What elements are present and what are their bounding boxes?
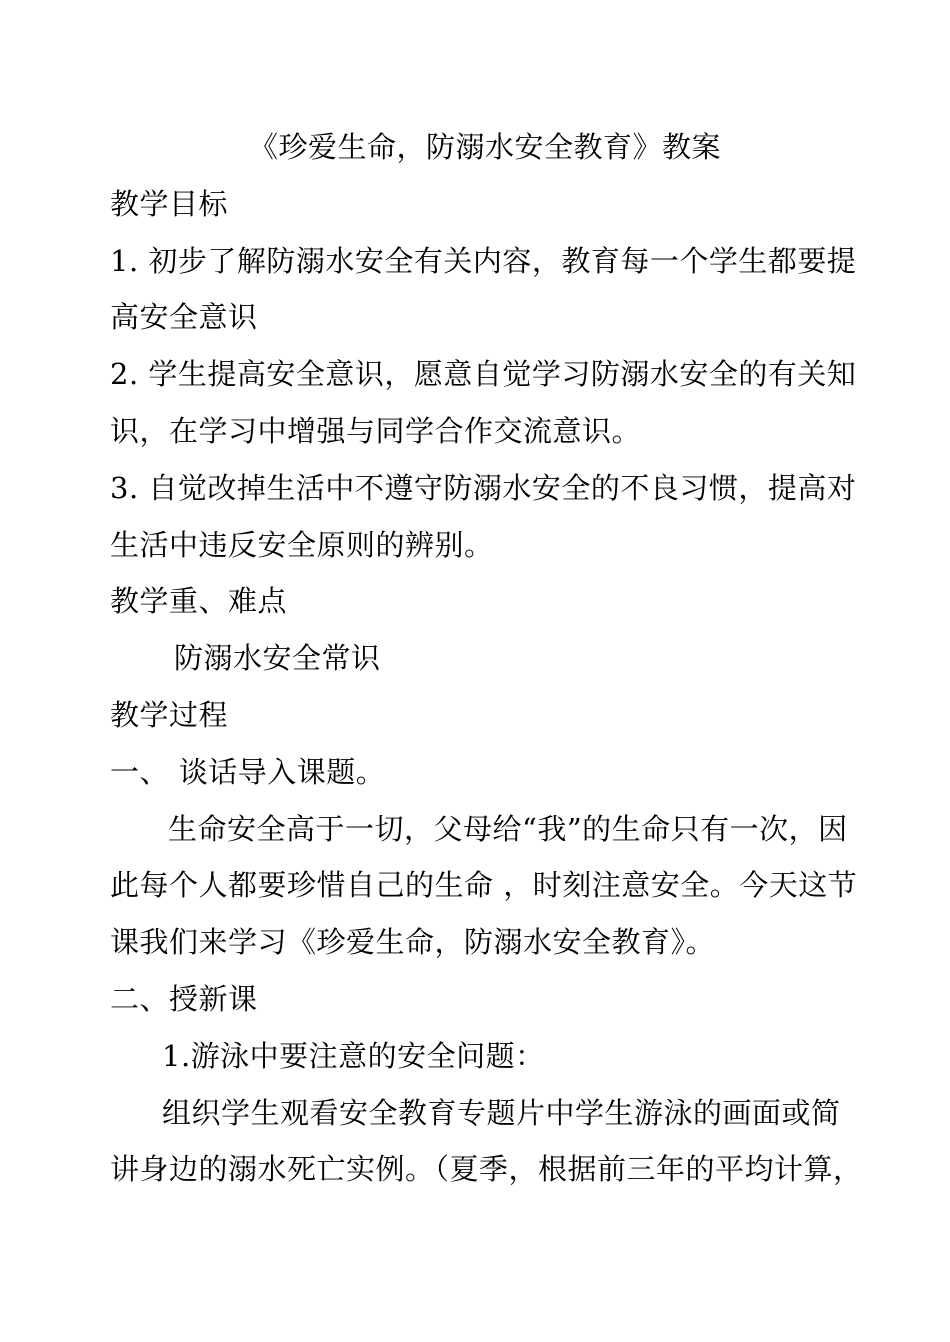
paragraph-line: 生活中违反安全原则的辨别。 <box>110 527 494 562</box>
subsection-heading: 一、 谈话导入课题。 <box>110 754 386 789</box>
paragraph-line: 高安全意识 <box>110 300 258 335</box>
section-heading-process: 教学过程 <box>110 697 229 732</box>
paragraph-line: 3. 自觉改掉生活中不遵守防溺水安全的不良习惯，提高对 <box>110 470 857 505</box>
paragraph-line: 课我们来学习《珍爱生命，防溺水安全教育》。 <box>110 925 716 960</box>
paragraph-line: 1. 初步了解防溺水安全有关内容，教育每一个学生都要提 <box>110 243 857 278</box>
subsection-heading: 二、授新课 <box>110 981 258 1016</box>
list-item-heading: 1.游泳中要注意的安全问题： <box>162 1038 545 1073</box>
paragraph-line: 防溺水安全常识 <box>174 641 381 676</box>
section-heading-objectives: 教学目标 <box>110 186 229 221</box>
paragraph-line: 生命安全高于一切，父母给“我”的生命只有一次，因 <box>168 811 848 846</box>
document-body <box>110 119 863 1198</box>
section-heading-key-points: 教学重、难点 <box>110 584 288 619</box>
paragraph-line: 讲身边的溺水死亡实例。（夏季，根据前三年的平均计算， <box>110 1152 863 1187</box>
paragraph-line: 识，在学习中增强与同学合作交流意识。 <box>110 413 642 448</box>
document-title: 《珍爱生命，防溺水安全教育》教案 <box>249 130 722 164</box>
paragraph-line: 2. 学生提高安全意识，愿意自觉学习防溺水安全的有关知 <box>110 357 857 392</box>
paragraph-line: 此每个人都要珍惜自己的生命 ，时刻注意安全。今天这节 <box>110 868 858 903</box>
paragraph-line: 组织学生观看安全教育专题片中学生游泳的画面或简 <box>162 1095 841 1130</box>
